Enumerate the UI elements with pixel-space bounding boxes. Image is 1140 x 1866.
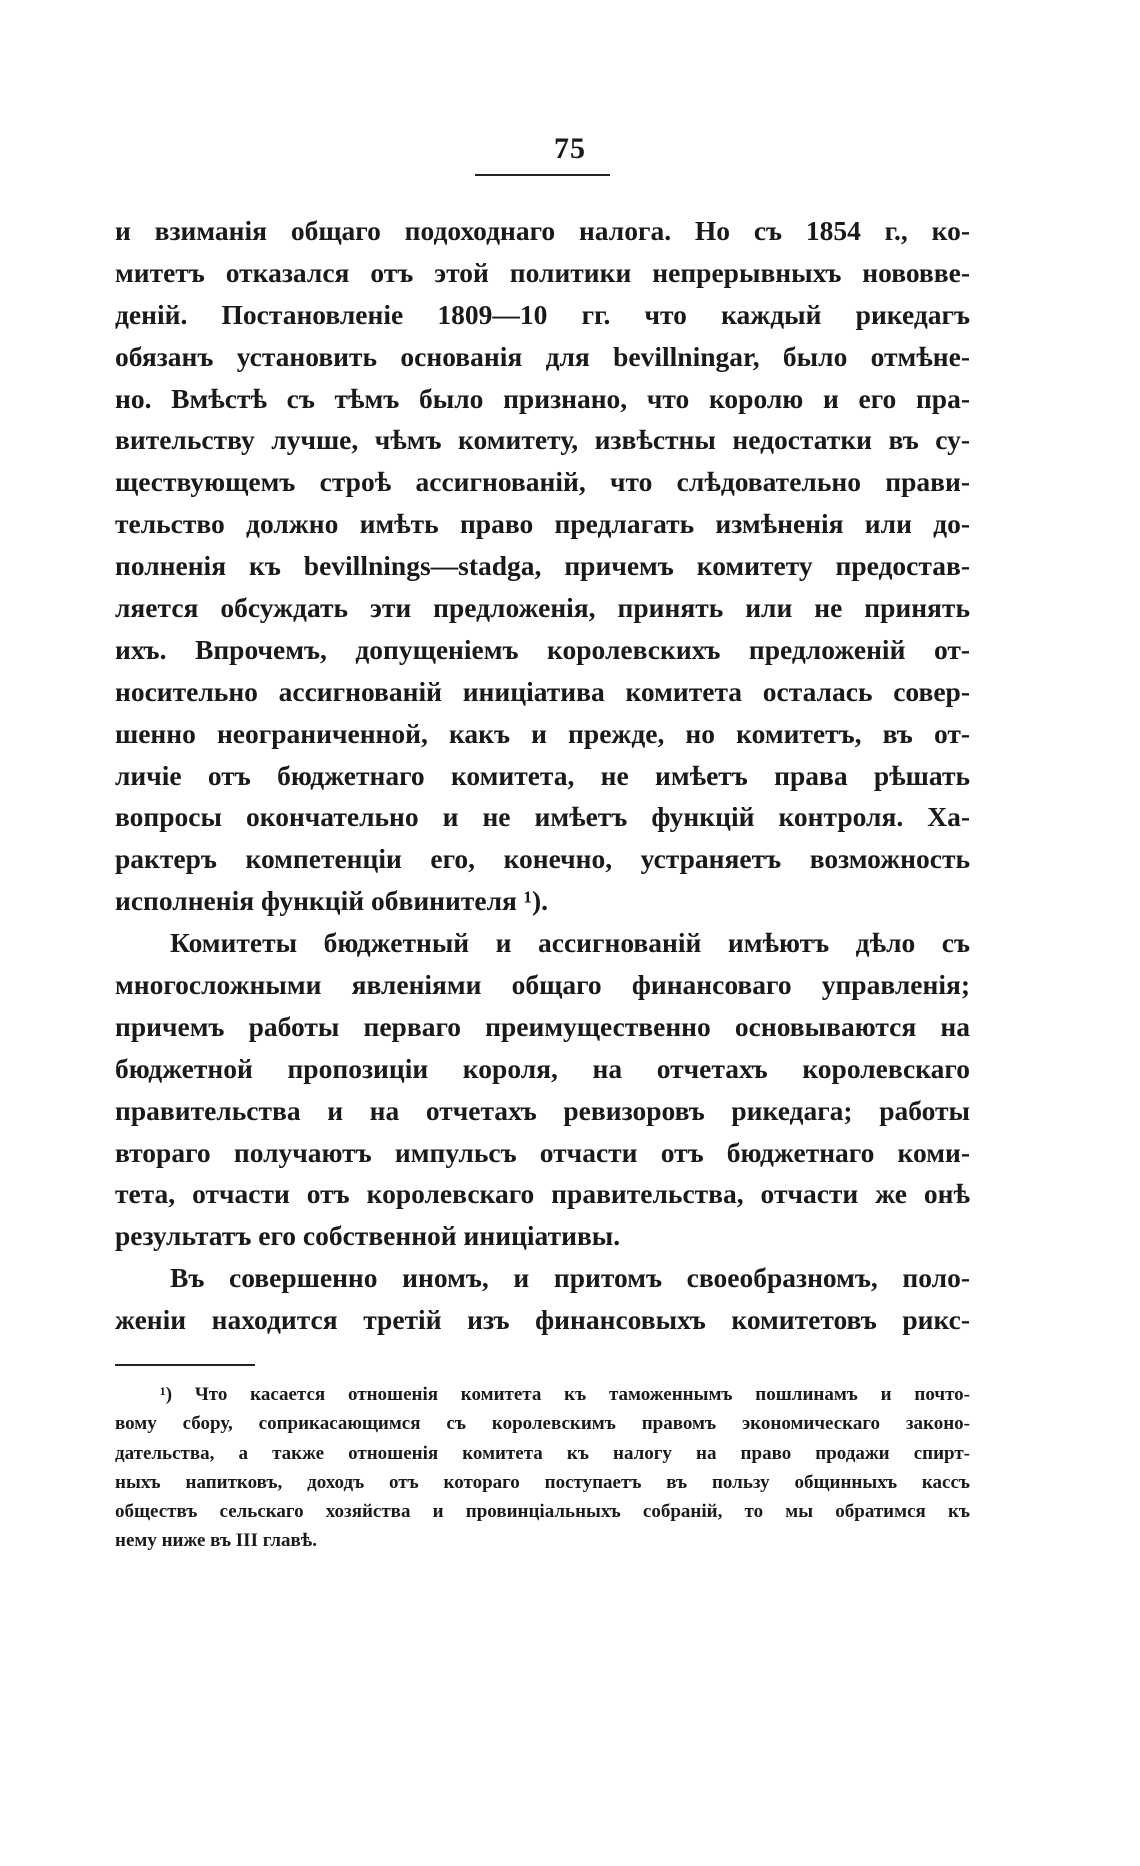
- text-line: митетъ отказался отъ этой политики непрерывныхъ нововве-: [115, 256, 970, 288]
- footnote-line: обществъ сельскаго хозяйства и провинціальныхъ собраній, то мы обратимся къ: [115, 1501, 970, 1523]
- text-line: обязанъ установить основанія для bevillningar, было отмѣне-: [115, 340, 970, 372]
- text-line: шенно неограниченной, какъ и прежде, но комитетъ, въ от-: [115, 717, 970, 749]
- text-line: результатъ его собственной иниціативы.: [115, 1220, 621, 1252]
- footnote: [115, 1380, 970, 1556]
- text-line: Въ совершенно иномъ, и притомъ своеобразномъ, поло-: [170, 1262, 970, 1294]
- text-line: бюджетной пропозиціи короля, на отчетахъ королевскаго: [115, 1052, 970, 1084]
- text-line: полненія къ bevillnings—stadga, причемъ комитету предостав-: [115, 550, 970, 582]
- text-line: исполненія функцій обвинителя ¹).: [115, 885, 549, 917]
- footnote-rule: [115, 1364, 255, 1366]
- text-line: вительству лучше, чѣмъ комитету, извѣстны недостатки въ су-: [115, 424, 970, 456]
- text-line: ляется обсуждать эти предложенія, принять или не принять: [115, 592, 970, 624]
- footnote-line: ныхъ напитковъ, доходъ отъ котораго поступаетъ въ пользу общинныхъ кассъ: [115, 1471, 970, 1493]
- text-line: носительно ассигнованій иниціатива комитета осталась совер-: [115, 675, 970, 707]
- text-line: рактеръ компетенціи его, конечно, устраняетъ возможность: [115, 843, 970, 875]
- text-line: и взиманія общаго подоходнаго налога. Но съ 1854 г., ко-: [115, 215, 970, 246]
- text-line: причемъ работы перваго преимущественно основываются на: [115, 1010, 970, 1042]
- footnote-line: дательства, а также отношенія комитета къ налогу на право продажи спирт-: [115, 1442, 970, 1464]
- text-line: втораго получаютъ импульсъ отчасти отъ бюджетнаго коми-: [115, 1136, 970, 1168]
- text-line: ществующемъ строѣ ассигнованій, что слѣдовательно прави-: [115, 466, 970, 498]
- page-number: 75: [554, 132, 586, 165]
- page-number-rule: [475, 174, 610, 176]
- text-line: тельство должно имѣть право предлагать измѣненія или до-: [115, 508, 970, 540]
- footnote-line: вому сбору, соприкасающимся съ королевскимъ правомъ экономическаго законо-: [115, 1413, 970, 1435]
- body-text: [115, 210, 970, 1341]
- text-line: ихъ. Впрочемъ, допущеніемъ королевскихъ предложеній от-: [115, 633, 970, 665]
- text-line: деній. Постановленіе 1809—10 гг. что каждый рикедагъ: [115, 298, 970, 330]
- text-line: тета, отчасти отъ королевскаго правительства, отчасти же онѣ: [115, 1178, 970, 1210]
- text-line: но. Вмѣстѣ съ тѣмъ было признано, что королю и его пра-: [115, 382, 970, 414]
- text-line: женіи находится третій изъ финансовыхъ комитетовъ рикс-: [115, 1304, 970, 1336]
- footnote-line: ¹) Что касается отношенія комитета къ таможеннымъ пошлинамъ и почто-: [160, 1384, 970, 1405]
- footnote-line: нему ниже въ III главѣ.: [115, 1530, 317, 1552]
- text-line: вопросы окончательно и не имѣетъ функцій контроля. Ха-: [115, 801, 970, 833]
- text-line: правительства и на отчетахъ ревизоровъ рикедага; работы: [115, 1094, 970, 1126]
- text-line: Комитеты бюджетный и ассигнованій имѣютъ дѣло съ: [170, 927, 970, 959]
- text-line: личіе отъ бюджетнаго комитета, не имѣетъ права рѣшать: [115, 759, 970, 791]
- text-line: многосложными явленіями общаго финансоваго управленія;: [115, 969, 970, 1001]
